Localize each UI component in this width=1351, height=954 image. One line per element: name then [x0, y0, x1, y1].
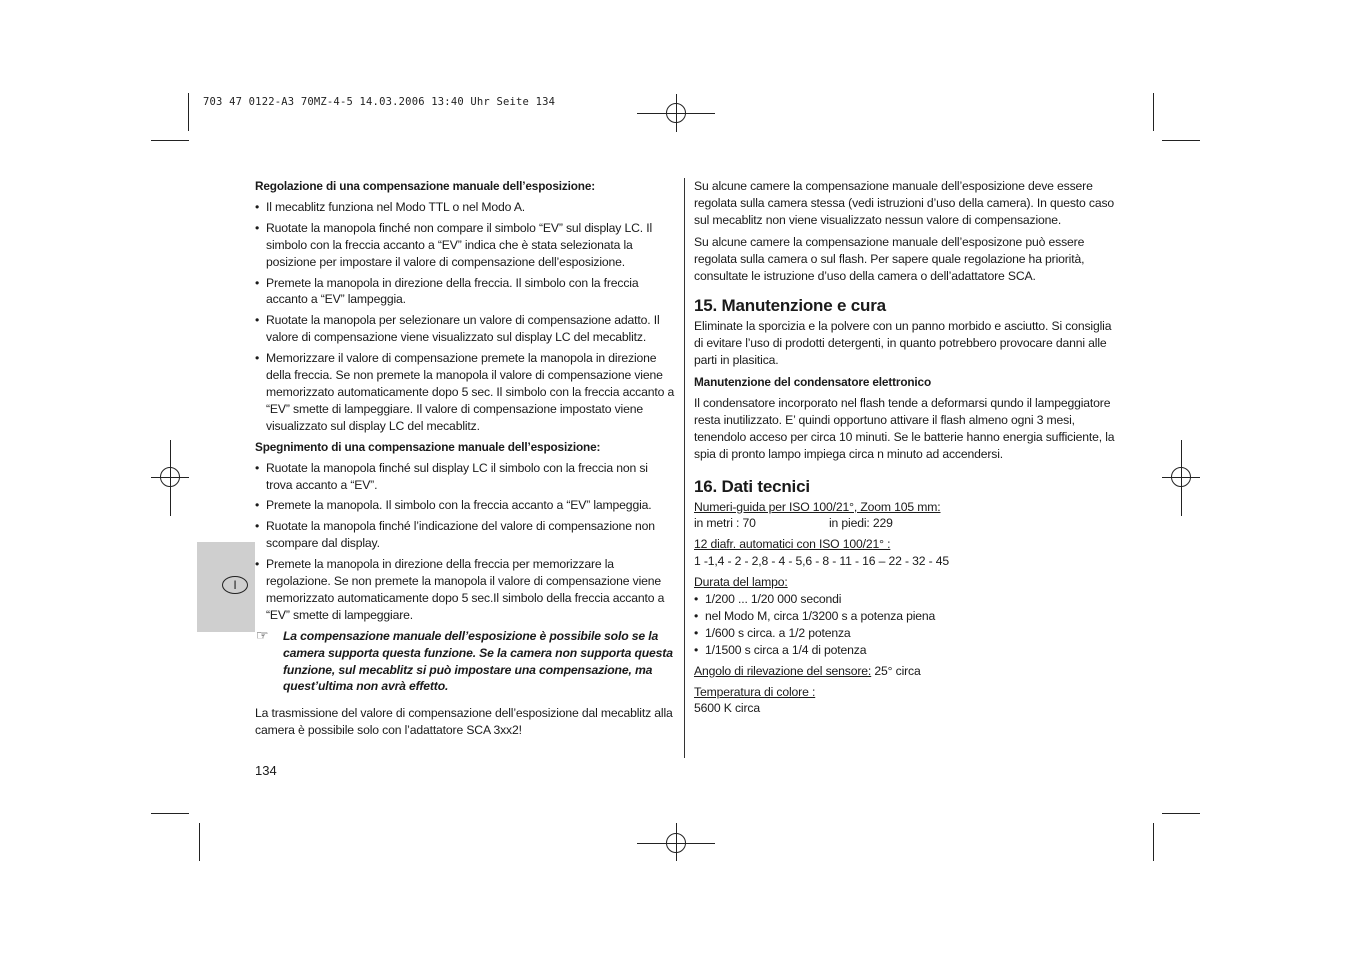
list-item: • Premete la manopola. Il simbolo con la freccia accanto a “EV” lampeggia.	[255, 497, 677, 514]
paragraph: Su alcune camere la compensazione manuale dell’esposizione deve essere regolata sulla camera stessa (vedi istruzioni d’uso della camera). In questo caso sul mecablitz non viene visualizzato nessun valore di compensazione.	[694, 179, 1115, 227]
list-item: • 1/200 ... 1/20 000 secondi	[694, 591, 1119, 608]
crop-mark	[188, 93, 189, 131]
registration-mark	[160, 467, 180, 487]
subheading-capacitor: Manutenzione del condensatore elettronico	[694, 375, 932, 390]
list-item: • Ruotate la manopola finché l’indicazione del valore di compensazione non scompare dal display.	[255, 518, 677, 552]
spec-label-color-temp: Temperatura di colore :	[694, 684, 816, 699]
registration-mark	[1171, 467, 1191, 487]
spec-value: 25° circa	[874, 663, 921, 678]
registration-mark	[666, 103, 686, 123]
spec-value: in piedi: 229	[829, 516, 893, 531]
list-item: • Premete la manopola in direzione della freccia per memorizzare la regolazione. Se non premete la manopola il valore di compensazione viene memorizzato automaticamente dopo 5 sec.Il simbolo della freccia accanto a “EV” smette di lampeggiare.	[255, 556, 677, 624]
crop-mark	[151, 140, 189, 141]
steps-disable-compensation	[255, 460, 677, 624]
spec-flash-duration-list	[694, 591, 1119, 659]
spec-label-guide-numbers: Numeri-guida per ISO 100/21°, Zoom 105 mm:	[694, 499, 941, 514]
subheading-set-compensation: Regolazione di una compensazione manuale dell’esposizione:	[255, 179, 596, 193]
paragraph: Su alcune camere la compensazione manuale dell’esposizone può essere regolata sulla camera o sul flash. Per sapere quale regolazione ha priorità, consultate le istruzione d’uso della camera o dell’adattatore SCA.	[694, 234, 1085, 283]
left-column	[255, 178, 677, 744]
spec-value: 1 -1,4 - 2 - 2,8 - 4 - 5,6 - 8 - 11 - 16 – 22 - 32 - 45	[694, 554, 950, 569]
spec-value: 5600 K circa	[694, 701, 760, 716]
crop-mark	[151, 813, 189, 814]
crop-mark	[1162, 813, 1200, 814]
spec-label-apertures: 12 diafr. automatici con ISO 100/21° :	[694, 537, 891, 552]
spec-label-flash-duration: Durata del lampo:	[694, 575, 788, 590]
section-heading-maintenance: 15. Manutenzione e cura	[694, 296, 886, 316]
list-item: • nel Modo M, circa 1/3200 s a potenza piena	[694, 608, 1119, 625]
print-slug: 703 47 0122-A3 70MZ-4-5 14.03.2006 13:40 Uhr Seite 134	[203, 96, 556, 108]
sca-note: La trasmissione del valore di compensazione dell’esposizione dal mecablitz alla camera è possibile solo con l’adattatore SCA 3xx2!	[255, 706, 673, 738]
paragraph: Eliminate la sporcizia e la polvere con un panno morbido e asciutto. Si consiglia di evitare l’uso di prodotti detergenti, in quanto potrebbero provocare danni alle parti in plasitica.	[694, 319, 1112, 368]
pointing-hand-icon: ☞	[256, 626, 269, 643]
language-badge: I	[222, 576, 248, 594]
crop-mark	[1153, 823, 1154, 861]
note-text: La compensazione manuale dell’esposizione è possibile solo se la camera supporta questa funzione. Se la camera non supporta questa funzione, sul mecablitz si può impostare una compensazione, ma quest’ultima non avrà effetto.	[283, 628, 673, 694]
list-item: • Ruotate la manopola finché non compare il simbolo “EV” sul display LC. Il simbolo con la freccia accanto a “EV” indica che è stata selezionata la posizione per impostare il valore di compensazione dell’esposizione.	[255, 220, 677, 271]
crop-mark	[1153, 93, 1154, 131]
right-column	[694, 178, 1119, 717]
crop-mark	[1162, 140, 1200, 141]
note-block	[255, 628, 677, 696]
list-item: • Il mecablitz funziona nel Modo TTL o nel Modo A.	[255, 199, 677, 216]
spec-guide-numbers	[694, 515, 1119, 532]
subheading-disable-compensation: Spegnimento di una compensazione manuale dell’esposizione:	[255, 439, 601, 454]
list-item: • 1/1500 s circa a 1/4 di potenza	[694, 642, 1119, 659]
page-number: 134	[255, 763, 277, 778]
column-divider	[684, 178, 685, 758]
crop-mark	[199, 823, 200, 861]
list-item: • Premete la manopola in direzione della freccia. Il simbolo con la freccia accanto a “EV” lampeggia.	[255, 275, 677, 309]
list-item: • Memorizzare il valore di compensazione premete la manopola in direzione della freccia. Se non premete la manopola il valore di compensazione viene memorizzato automaticamente dopo 5 sec. Il simbolo con la freccia accanto a “EV” smette di lampeggiare. Il valore di compensazione impostato viene visualizzato sul display LC del mecablitz.	[255, 350, 677, 435]
spec-sensor-angle	[694, 663, 1119, 680]
section-heading-specs: 16. Dati tecnici	[694, 476, 810, 496]
list-item: • 1/600 s circa. a 1/2 potenza	[694, 625, 1119, 642]
list-item: • Ruotate la manopola per selezionare un valore di compensazione adatto. Il valore di compensazione viene visualizzato sul display LC del mecablitz.	[255, 312, 677, 346]
paragraph: Il condensatore incorporato nel flash tende a deformarsi qundo il lampeggiatore resta inutilizzato. E’ quindi opportuno attivare il flash almeno ogni 3 mesi, tenendolo acceso per circa 10 minuti. Se le batterie hanno energia sufficiente, la spia di pronto lampo impiega circa n minuto ad accendersi.	[694, 395, 1115, 461]
spec-label: Angolo di rilevazione del sensore:	[694, 663, 872, 678]
spec-value: in metri : 70	[694, 516, 756, 531]
list-item: • Ruotate la manopola finché sul display LC il simbolo con la freccia non si trova accanto a “EV”.	[255, 460, 677, 494]
registration-mark	[666, 833, 686, 853]
steps-set-compensation	[255, 199, 677, 435]
